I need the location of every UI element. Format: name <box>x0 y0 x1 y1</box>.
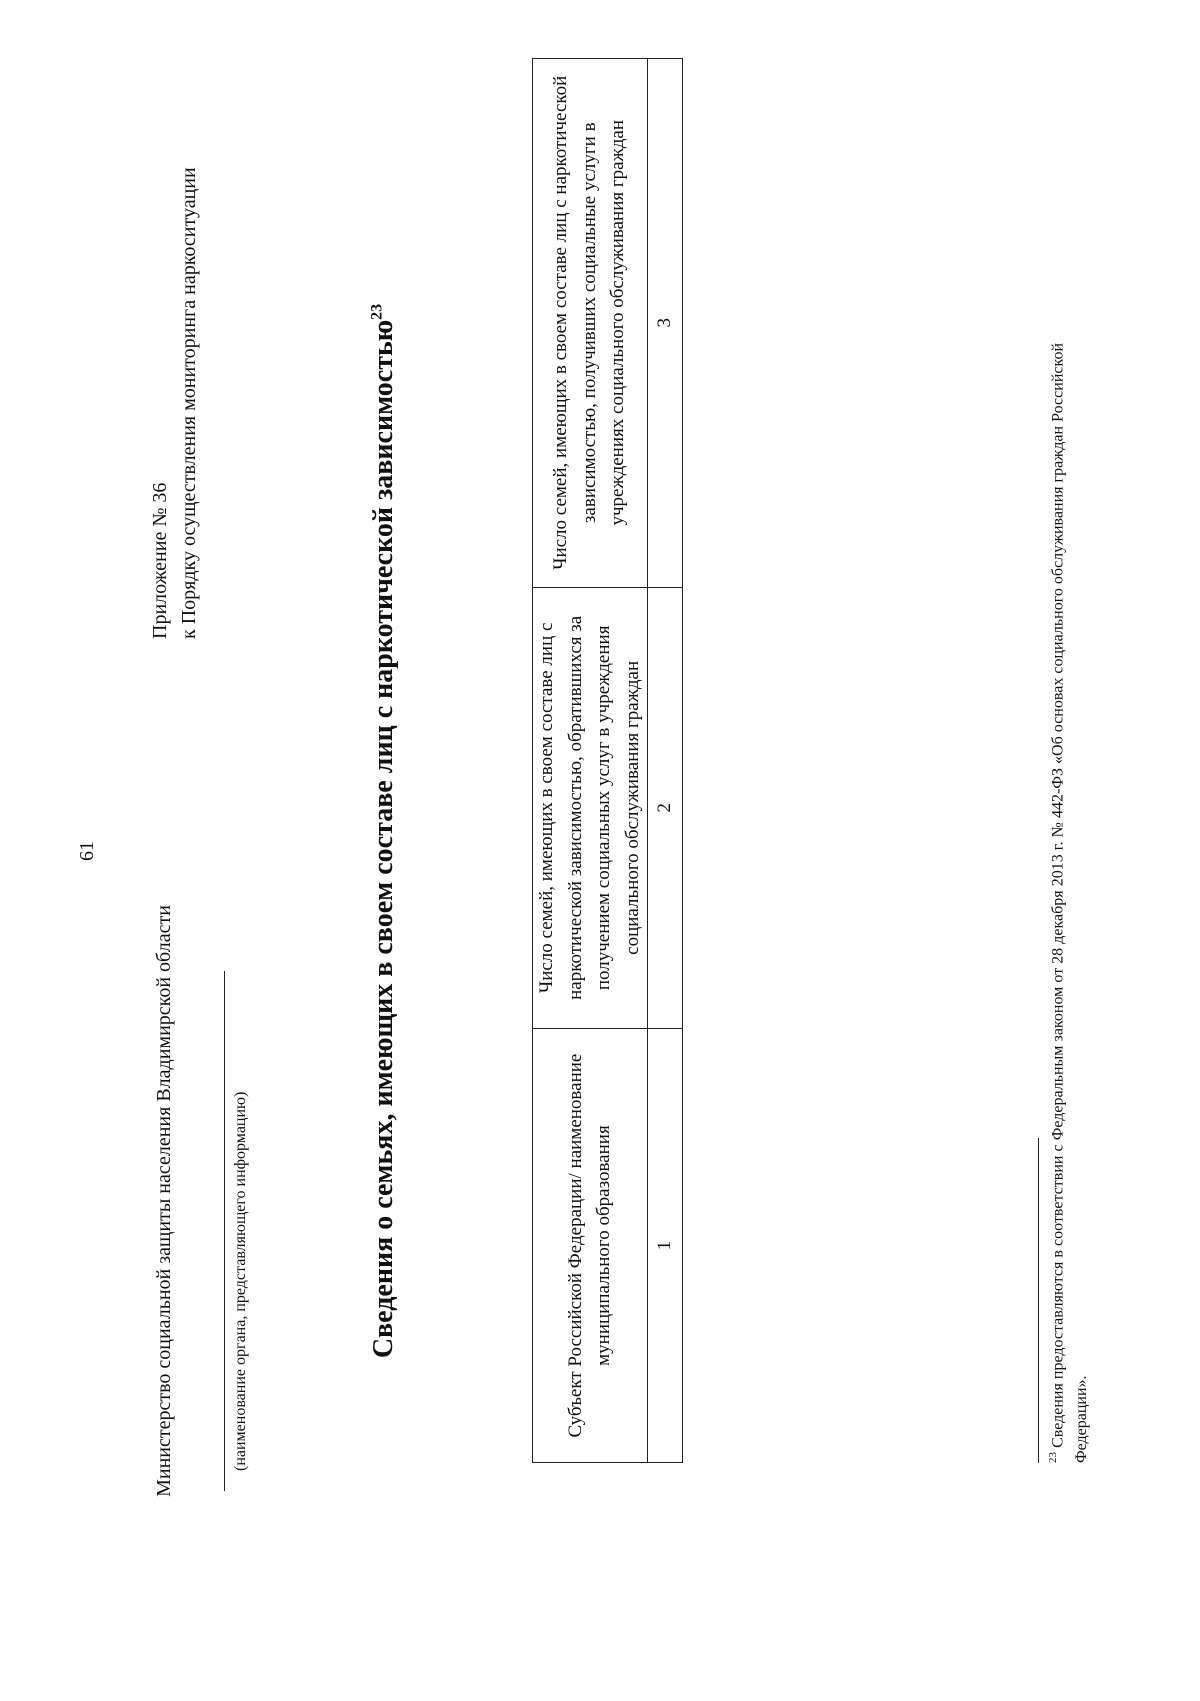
footnote-mark: 23 <box>1047 1452 1059 1463</box>
footnote-text: Сведения предоставляются в соответствии с Федеральным законом от 28 декабря 2013 г. № 442-ФЗ «Об основах социального обслуживания граждан Российской Федерации». <box>1049 342 1091 1463</box>
column-number: 1 <box>648 1029 683 1463</box>
column-number: 3 <box>648 59 683 588</box>
organization-caption: (наименование органа, представляющего информацию) <box>232 1091 249 1471</box>
appendix-reference: к Порядку осуществления мониторинга наркоситуации <box>178 167 200 639</box>
statistics-table <box>532 58 683 1463</box>
title-footnote-mark: 23 <box>368 303 386 320</box>
organization-underline <box>224 971 225 1491</box>
table-header-row <box>533 59 648 1463</box>
document-title-text: Сведения о семьях, имеющих в своем составе лиц с наркотической зависимостью <box>368 319 399 1359</box>
appendix-number: Приложение № 36 <box>149 482 171 639</box>
page-number: 61 <box>76 841 98 861</box>
header-subject: Субъект Российской Федерации/ наименование муниципального образования <box>533 1029 648 1463</box>
column-number: 2 <box>648 587 683 1029</box>
organization-name: Министерство социальной защиты населения Владимирской области <box>153 905 175 1497</box>
appendix-block <box>146 79 204 639</box>
footnote-separator <box>1038 1138 1039 1463</box>
header-families-applied: Число семей, имеющих в своем составе лиц с наркотической зависимостью, обратившихся за получением социальных услуг в учреждения социального обслуживания граждан <box>533 587 648 1029</box>
footnote <box>1045 343 1094 1463</box>
header-families-received: Число семей, имеющих в своем составе лиц с наркотической зависимостью, получивших социальные услуги в учреждениях социального обслуживания граждан <box>533 59 648 588</box>
table-column-number-row <box>648 59 683 1463</box>
document-title <box>368 81 400 1581</box>
